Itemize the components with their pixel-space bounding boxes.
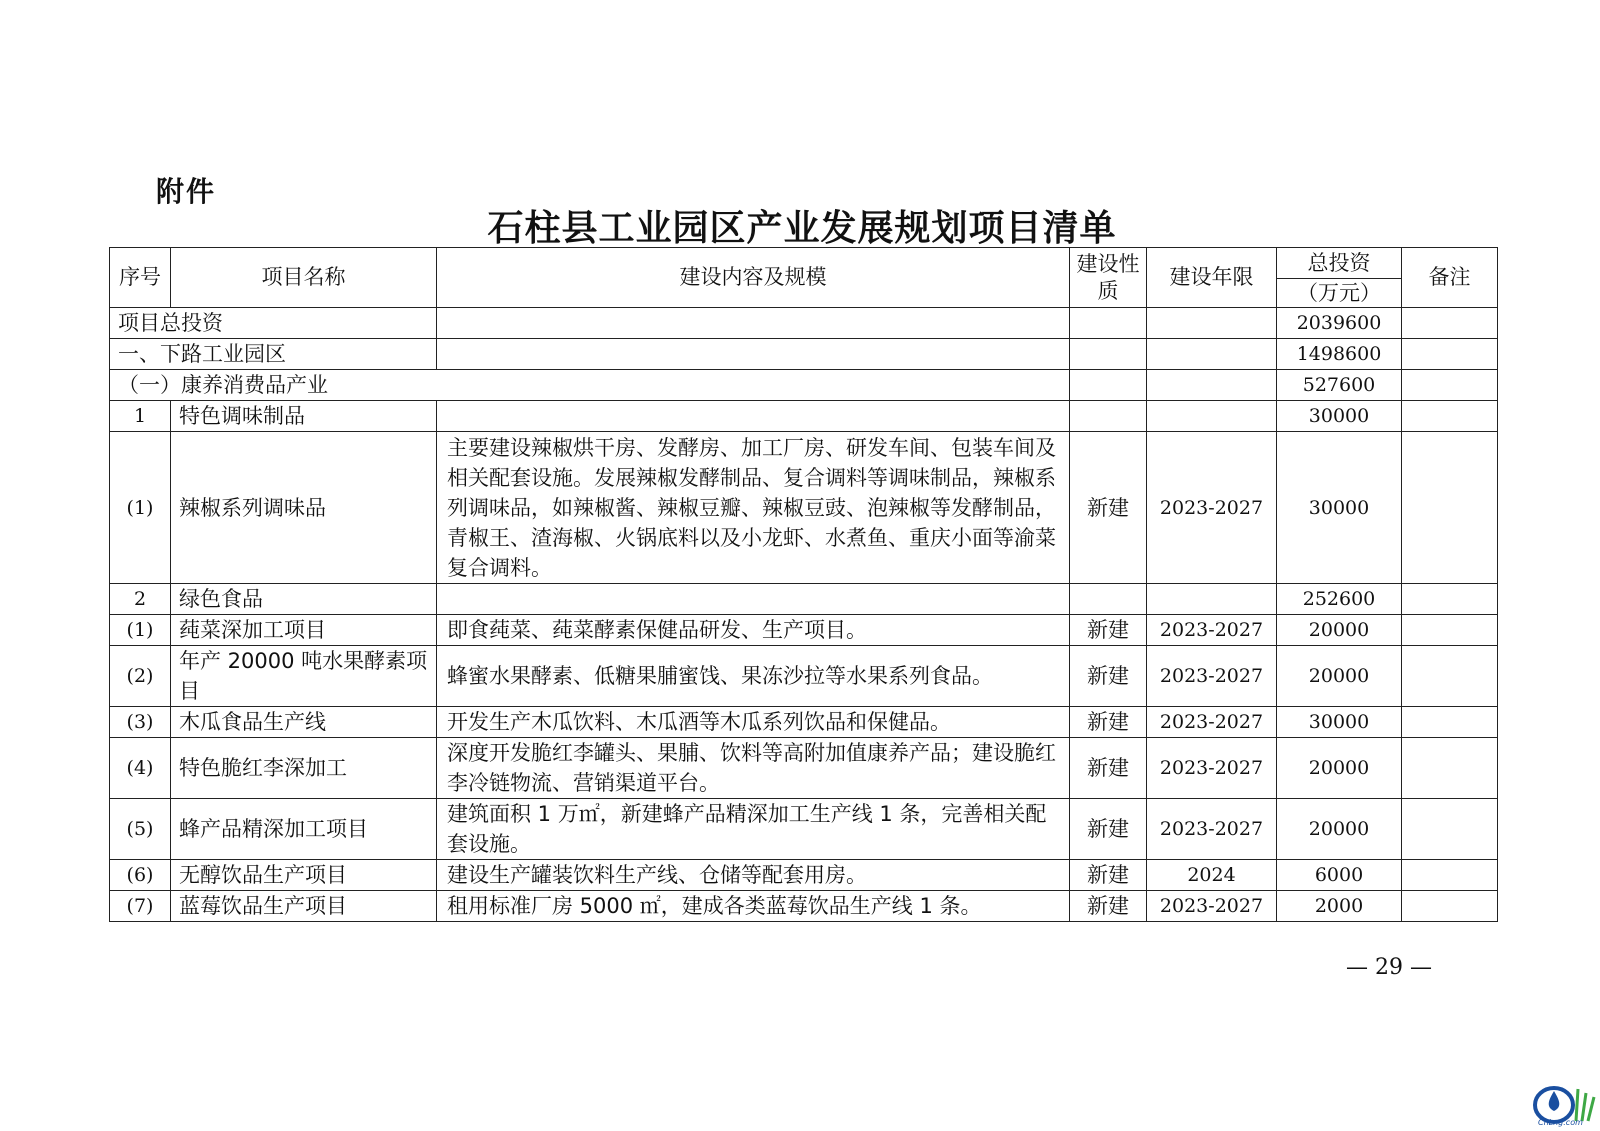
content-cell: 建设生产罐装饮料生产线、仓储等配套用房。 — [437, 860, 1070, 891]
content-cell: 主要建设辣椒烘干房、发酵房、加工厂房、研发车间、包装车间及相关配套设施。发展辣椒发酵制品、复合调料等调味制品，辣椒系列调味品，如辣椒酱、辣椒豆瓣、辣椒豆豉、泡辣椒等发酵制品，青椒王、渣海椒、火锅底料以及小龙虾、水煮鱼、重庆小面等渝菜复合调料。 — [437, 432, 1070, 584]
years-cell: 2023-2027 — [1147, 799, 1277, 860]
table-row — [110, 584, 1498, 615]
row-label: （一）康养消费品产业 — [110, 370, 1070, 401]
content-cell: 深度开发脆红李罐头、果脯、饮料等高附加值康养产品；建设脆红李冷链物流、营销渠道平台。 — [437, 738, 1070, 799]
row-label: 一、下路工业园区 — [110, 339, 437, 370]
years-cell: 2024 — [1147, 860, 1277, 891]
header-investment-unit: （万元） — [1277, 279, 1402, 308]
content-cell: 即食莼菜、莼菜酵素保健品研发、生产项目。 — [437, 615, 1070, 646]
table-row — [110, 339, 1498, 370]
investment-cell: 252600 — [1277, 584, 1402, 615]
empty-cell — [1147, 584, 1277, 615]
table-row — [110, 401, 1498, 432]
content-cell: 蜂蜜水果酵素、低糖果脯蜜饯、果冻沙拉等水果系列食品。 — [437, 646, 1070, 707]
seq-cell: (3) — [110, 707, 171, 738]
years-cell: 2023-2027 — [1147, 891, 1277, 922]
empty-cell — [437, 308, 1070, 339]
investment-cell: 30000 — [1277, 401, 1402, 432]
seq-cell: (1) — [110, 432, 171, 584]
nature-cell: 新建 — [1070, 891, 1147, 922]
remark-cell — [1402, 891, 1498, 922]
remark-cell — [1402, 738, 1498, 799]
investment-cell: 2039600 — [1277, 308, 1402, 339]
site-logo-icon — [1532, 1081, 1596, 1127]
investment-cell: 20000 — [1277, 646, 1402, 707]
empty-cell — [1147, 339, 1277, 370]
seq-cell: 1 — [110, 401, 171, 432]
empty-cell — [1070, 370, 1147, 401]
name-cell: 年产 20000 吨水果酵素项目 — [171, 646, 437, 707]
content-cell: 租用标准厂房 5000 ㎡，建成各类蓝莓饮品生产线 1 条。 — [437, 891, 1070, 922]
content-cell: 建筑面积 1 万㎡，新建蜂产品精深加工生产线 1 条，完善相关配套设施。 — [437, 799, 1070, 860]
name-cell: 特色脆红李深加工 — [171, 738, 437, 799]
header-content: 建设内容及规模 — [437, 248, 1070, 308]
name-cell: 蜂产品精深加工项目 — [171, 799, 437, 860]
name-cell: 无醇饮品生产项目 — [171, 860, 437, 891]
seq-cell: (7) — [110, 891, 171, 922]
nature-cell: 新建 — [1070, 432, 1147, 584]
years-cell: 2023-2027 — [1147, 738, 1277, 799]
investment-cell: 527600 — [1277, 370, 1402, 401]
name-cell: 木瓜食品生产线 — [171, 707, 437, 738]
document-title: 石柱县工业园区产业发展规划项目清单 — [487, 208, 1117, 249]
investment-cell: 6000 — [1277, 860, 1402, 891]
empty-cell — [437, 339, 1070, 370]
nature-cell: 新建 — [1070, 860, 1147, 891]
header-nature: 建设性质 — [1070, 248, 1147, 308]
investment-cell: 30000 — [1277, 707, 1402, 738]
header-remark: 备注 — [1402, 248, 1498, 308]
name-cell: 特色调味制品 — [171, 401, 437, 432]
years-cell: 2023-2027 — [1147, 432, 1277, 584]
remark-cell — [1402, 339, 1498, 370]
header-name: 项目名称 — [171, 248, 437, 308]
investment-cell: 2000 — [1277, 891, 1402, 922]
header-seq: 序号 — [110, 248, 171, 308]
name-cell: 莼菜深加工项目 — [171, 615, 437, 646]
empty-cell — [437, 584, 1070, 615]
empty-cell — [1070, 308, 1147, 339]
nature-cell: 新建 — [1070, 707, 1147, 738]
investment-cell: 20000 — [1277, 799, 1402, 860]
investment-cell: 1498600 — [1277, 339, 1402, 370]
seq-cell: (4) — [110, 738, 171, 799]
empty-cell — [1147, 308, 1277, 339]
name-cell: 蓝莓饮品生产项目 — [171, 891, 437, 922]
remark-cell — [1402, 584, 1498, 615]
empty-cell — [1070, 339, 1147, 370]
empty-cell — [437, 401, 1070, 432]
seq-cell: 2 — [110, 584, 171, 615]
remark-cell — [1402, 308, 1498, 339]
page-number: — 29 — — [1346, 955, 1432, 980]
header-row — [110, 248, 1498, 279]
investment-cell: 20000 — [1277, 615, 1402, 646]
seq-cell: (1) — [110, 615, 171, 646]
nature-cell: 新建 — [1070, 646, 1147, 707]
remark-cell — [1402, 370, 1498, 401]
remark-cell — [1402, 799, 1498, 860]
table-row — [110, 432, 1498, 584]
remark-cell — [1402, 432, 1498, 584]
header-investment: 总投资 — [1277, 248, 1402, 279]
table-row — [110, 646, 1498, 707]
empty-cell — [1147, 370, 1277, 401]
attachment-label: 附件 — [156, 175, 217, 208]
row-label: 项目总投资 — [110, 308, 437, 339]
empty-cell — [1147, 401, 1277, 432]
table-row — [110, 891, 1498, 922]
logo-text: CnLng.com — [1538, 1118, 1583, 1127]
header-years: 建设年限 — [1147, 248, 1277, 308]
name-cell: 绿色食品 — [171, 584, 437, 615]
table-row — [110, 799, 1498, 860]
years-cell: 2023-2027 — [1147, 707, 1277, 738]
seq-cell: (5) — [110, 799, 171, 860]
table-row — [110, 738, 1498, 799]
empty-cell — [1070, 401, 1147, 432]
seq-cell: (2) — [110, 646, 171, 707]
remark-cell — [1402, 707, 1498, 738]
investment-cell: 20000 — [1277, 738, 1402, 799]
table-row — [110, 615, 1498, 646]
remark-cell — [1402, 401, 1498, 432]
investment-cell: 30000 — [1277, 432, 1402, 584]
table-row — [110, 707, 1498, 738]
years-cell: 2023-2027 — [1147, 615, 1277, 646]
remark-cell — [1402, 860, 1498, 891]
seq-cell: (6) — [110, 860, 171, 891]
name-cell: 辣椒系列调味品 — [171, 432, 437, 584]
nature-cell: 新建 — [1070, 738, 1147, 799]
content-cell: 开发生产木瓜饮料、木瓜酒等木瓜系列饮品和保健品。 — [437, 707, 1070, 738]
remark-cell — [1402, 646, 1498, 707]
years-cell: 2023-2027 — [1147, 646, 1277, 707]
project-table — [109, 247, 1498, 922]
table-row — [110, 860, 1498, 891]
remark-cell — [1402, 615, 1498, 646]
nature-cell: 新建 — [1070, 615, 1147, 646]
table-row — [110, 308, 1498, 339]
table-row — [110, 370, 1498, 401]
nature-cell: 新建 — [1070, 799, 1147, 860]
empty-cell — [1070, 584, 1147, 615]
